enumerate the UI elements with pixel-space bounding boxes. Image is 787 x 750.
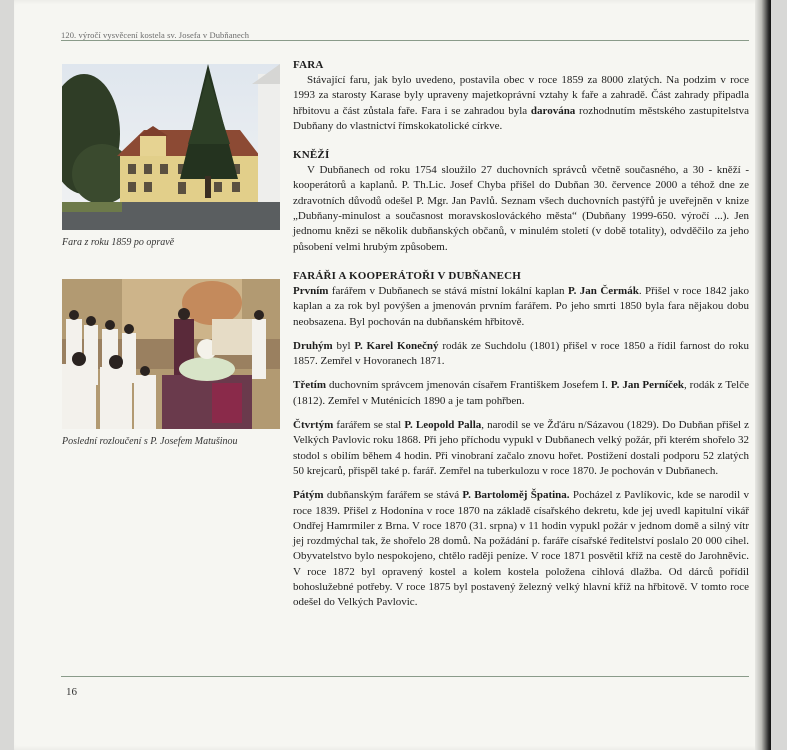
farar-paragraph-1 [293, 284, 749, 330]
farar-1-text-b: . Přišel v roce 1842 jako kaplan a za rok byl povýšen a jmenován prvním farářem. Po jeho smrti 1850 byla fara nějakou dobu neobsazena. Byl pochován na dubňanském hřbitově. [293, 284, 749, 328]
ordinal-5: Pátým [293, 489, 324, 502]
section-title-knezi: KNĚŽÍ [293, 149, 330, 162]
farar-5-text-a: dubňanským farářem se stává [323, 489, 463, 502]
farar-4-text-b: , narodil se ve Žďáru n/Sázavou (1829). Do Dubňan přišel z Velkých Pavlovic roku 1868. Při jeho příchodu vypukl v Dubňanech velký požár, při kterém shořelo 32 stodol s obilím během 4 hodin. Při vinobraní začalo znovu hořet. Postižení dostali podporu 52 zlatých 50 krejcarů, přispěl také p. farář. Zemřel na tuberkulozu v roce 1870. Je pochován v Dubňanech. [293, 419, 749, 477]
farar-1-name: P. Jan Čermák [567, 284, 639, 297]
farar-2-text-b: rodák ze Suchdolu (1801) přišel v roce 1850 a řídil farnost do roku 1857. Zemřel v Hovoranech 1871. [293, 339, 749, 368]
farar-5-name: P. Bartoloměj Špatina. [462, 489, 570, 502]
farar-5-text-b: Pocházel z Pavlíkovic, kde se narodil v roce 1839. Přišel z Hodonína v roce 1870 na základě císařského dekretu, kde jej uvedl kapitulní vikář Ondřej Hamrmiler z Brna. V roce 1870 (31. srpna) v 11 hodin vypukl požár v jednom domě a silný vítr jej rozdmýchal tak, že shořelo 28 domů. Na požádání p. faráře císařské ředitelství poslalo 20 000 cihel. Obyvatelstvo bylo nespokojeno, chtělo raději peníze. V roce 1871 posvětil kříž na cestě do Jarohněvic. V roce 1872 byl opravený kostel a kolem kostela položena cihlová dlažba. Od dárců pořídil bohoslužebné potřeby. V roce 1875 byl postavený železný velký hlavní kříž na hřbitově. V tomto roce odešel do Velkých Pavlovic. [293, 489, 749, 609]
photo-parish-house [62, 64, 280, 230]
funeral-image [62, 279, 280, 429]
farar-paragraph-4 [293, 418, 749, 479]
fara-paragraph [293, 73, 749, 134]
page-number: 16 [66, 686, 77, 698]
caption-parish-house: Fara z roku 1859 po opravě [62, 237, 175, 248]
running-header: 120. výročí vysvěcení kostela sv. Josefa v Dubňanech [61, 30, 250, 40]
farar-paragraph-5 [293, 488, 749, 610]
ordinal-1: Prvním [293, 284, 329, 297]
header-rule [61, 40, 749, 41]
fara-emphasis: darována [530, 104, 576, 117]
section-title-farari: FARÁŘI A KOOPERÁTOŘI V DUBŇANECH [293, 269, 522, 282]
farar-3-text-b: , rodák z Telče (1812). Zemřel v Muténicích 1890 a je tam pohřben. [293, 379, 749, 407]
footer-rule [61, 676, 749, 677]
ordinal-2: Druhým [293, 339, 333, 352]
ordinal-3: Třetím [293, 379, 326, 392]
caption-funeral: Poslední rozloučení s P. Josefem Matušinou [62, 436, 238, 447]
farar-paragraph-3 [293, 378, 749, 409]
photo-funeral [62, 279, 280, 429]
farar-3-name: P. Jan Perníček [610, 379, 684, 392]
section-title-fara: FARA [293, 59, 324, 71]
farar-4-name: P. Leopold Palla [404, 419, 482, 432]
book-page [14, 0, 771, 750]
farar-2-text-a: byl [332, 339, 355, 352]
farar-2-name: P. Karel Konečný [354, 339, 439, 352]
text-column [293, 58, 749, 611]
fara-text-2: rozhodnutím městského zastupitelstva Dubňany do vlastnictví římskokatolické církve. [293, 104, 750, 132]
farar-4-text-a: farářem se stal [333, 419, 405, 432]
knezi-paragraph: V Dubňanech od roku 1754 sloužilo 27 duchovních správců včetně současného, a 30 - kněží - kooperátorů a kaplanů. P. Th.Lic. Josef Chyba přišel do Dubňan 30. července 2000 a téhož dne ze zdravotních důvodů odešel P. Mgr. Jan Pavlů. Seznam všech duchovních pastýřů je uveřejněn v knize „Dubňany-minulost a současnost moravskoslováckého města“ (Dubňany 1999-650. výročí ...). Jen jednomu knězi se několik dubňanských občanů, v minulém století (v době totality), odvděčilo za jeho působení velmi hrubým způsobem. [293, 164, 749, 253]
farar-1-text-a: farářem v Dubňanech se stává místní lokální kaplan [328, 284, 568, 297]
book-spine-shadow [755, 0, 771, 750]
ordinal-4: Čtvrtým [293, 419, 334, 432]
farar-3-text-a: duchovním správcem jmenován císařem Františkem Josefem I. [325, 379, 611, 392]
fara-text-1: Stávající faru, jak bylo uvedeno, postavila obec v roce 1859 za 8000 zlatých. Na podzim v roce 1993 za starosty Karase byly upraveny majetkoprávní vztahy k faře a zahradě. Část zahrady připadla hřbitovu a část zůstala faře. Fara i se zahradou byla [293, 74, 749, 117]
farar-paragraph-2 [293, 339, 749, 370]
parish-house-image [62, 64, 280, 230]
